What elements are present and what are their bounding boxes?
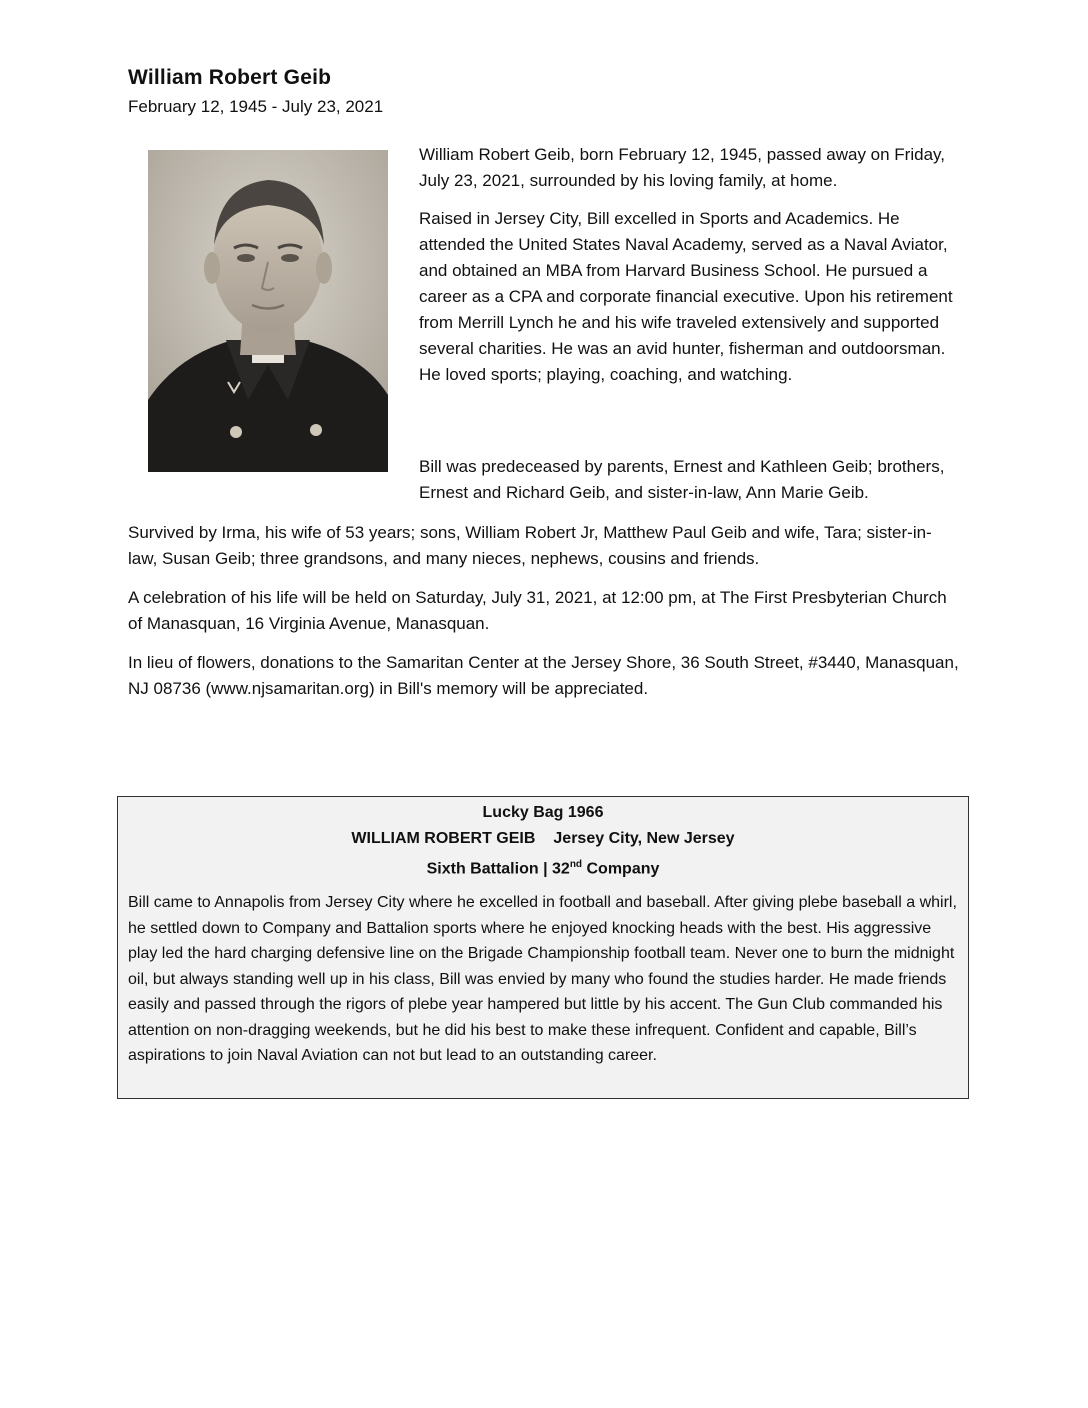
- lucky-bag-title: Lucky Bag 1966: [482, 804, 604, 821]
- life-dates: February 12, 1945 - July 23, 2021: [128, 97, 384, 116]
- portrait-image: [148, 150, 388, 472]
- lucky-bag-battalion: Sixth Battalion: [426, 860, 539, 878]
- lucky-bag-name: WILLIAM ROBERT GEIB: [351, 830, 536, 847]
- lucky-bag-text: Bill came to Annapolis from Jersey City where he excelled in football and baseball. After giving plebe baseball a whirl, he settled down to Company and Battalion sports where he enjoyed knocking heads with the best. His aggressive play led the hard charging defensive line on the Brigade Championship football team. Never one to burn the midnight oil, but always standing well up in his class, Bill was envied by many who found the studies harder. He made friends easily and passed through the rigors of plebe year hampered but little by his accent. The Gun Club commanded his attention on non-dragging weekends, but he did his best to make these infrequent. Confident and capable, Bill’s aspirations to join Naval Aviation can not but lead to an outstanding career.: [128, 894, 957, 1065]
- lucky-bag-company-number: 32: [552, 860, 570, 878]
- lucky-bag-unit-line: [118, 852, 968, 882]
- lucky-bag-header: [118, 800, 968, 882]
- obituary-donations: In lieu of flowers, donations to the Samaritan Center at the Jersey Shore, 36 South Street, #3440, Manasquan, NJ 08736 (www.njsamaritan.org) in Bill's memory will be appreciated.: [128, 653, 959, 698]
- obituary-predeceased: Bill was predeceased by parents, Ernest and Kathleen Geib; brothers, Ernest and Richard Geib, and sister-in-law, Ann Marie Geib.: [419, 457, 945, 502]
- obituary-intro: William Robert Geib, born February 12, 1945, passed away on Friday, July 23, 2021, surrounded by his loving family, at home.: [419, 145, 945, 190]
- obituary-biography: Raised in Jersey City, Bill excelled in Sports and Academics. He attended the United States Naval Academy, served as a Naval Aviator, and obtained an MBA from Harvard Business School. He pursued a career as a CPA and corporate financial executive. Upon his retirement from Merrill Lynch he and his wife traveled extensively and supported several charities. He was an avid hunter, fisherman and outdoorsman. He loved sports; playing, coaching, and watching.: [419, 209, 953, 384]
- lucky-bag-separator: |: [543, 860, 548, 878]
- lucky-bag-box: [117, 796, 969, 1099]
- lucky-bag-company-word: Company: [586, 860, 660, 878]
- obituary-celebration: A celebration of his life will be held on Saturday, July 31, 2021, at 12:00 pm, at The First Presbyterian Church of Manasquan, 16 Virginia Avenue, Manasquan.: [128, 588, 947, 633]
- obituary-survived-by: Survived by Irma, his wife of 53 years; sons, William Robert Jr, Matthew Paul Geib and wife, Tara; sister-in-law, Susan Geib; three grandsons, and many nieces, nephews, cousins and friends.: [128, 523, 932, 568]
- lucky-bag-company-suffix: nd: [569, 859, 583, 870]
- lucky-bag-hometown: Jersey City, New Jersey: [553, 830, 735, 847]
- lucky-bag-name-line: [118, 826, 968, 852]
- portrait-photo: [148, 150, 388, 472]
- deceased-name: William Robert Geib: [128, 66, 332, 89]
